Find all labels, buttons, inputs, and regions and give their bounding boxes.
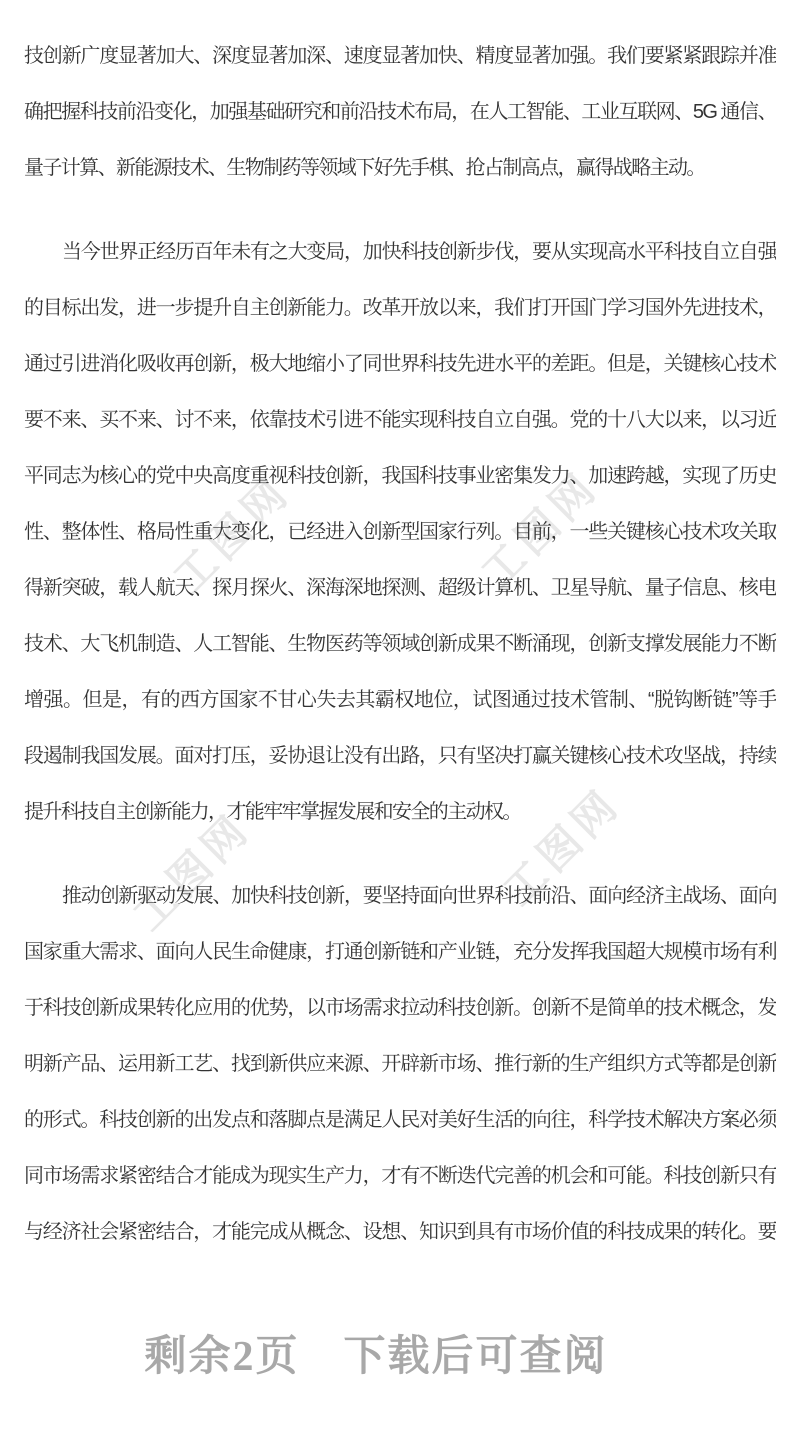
text-line: 要不来、买不来、讨不来，依靠技术引进不能实现科技自立自强。党的十八大以来，以习近 <box>24 409 776 431</box>
text-line: 技术、大飞机制造、人工智能、生物医药等领域创新成果不断涌现，创新支撑发展能力不断 <box>24 633 776 655</box>
text-line: 段遏制我国发展。面对打压，妥协退让没有出路，只有坚决打赢关键核心技术攻坚战，持续 <box>24 745 776 767</box>
text-line: 明新产品、运用新工艺、找到新供应来源、开辟新市场、推行新的生产组织方式等都是创新 <box>24 1053 776 1075</box>
text-line: 国家重大需求、面向人民生命健康，打通创新链和产业链，充分发挥我国超大规模市场有利 <box>24 941 776 963</box>
watermark-text: 工图网 <box>164 467 300 603</box>
watermark-text: 工图网 <box>472 462 608 598</box>
text-line: 技创新广度显著加大、深度显著加深、速度显著加快、精度显著加强。我们要紧紧跟踪并准 <box>24 45 776 67</box>
text-line: 提升科技自主创新能力，才能牢牢掌握发展和安全的主动权。 <box>24 801 521 823</box>
paragraph <box>24 224 776 840</box>
page-footer <box>0 1334 776 1380</box>
paragraph <box>24 28 776 196</box>
text-line: 于科技创新成果转化应用的优势，以市场需求拉动科技创新。创新不是简单的技术概念，发 <box>24 997 776 1019</box>
text-line: 平同志为核心的党中央高度重视科技创新，我国科技事业密集发力、加速跨越，实现了历史 <box>24 465 776 487</box>
text-line: 确把握科技前沿变化，加强基础研究和前沿技术布局，在人工智能、工业互联网、5G 通信、 <box>24 101 776 123</box>
download-hint-label: 下载后可查阅 <box>343 1334 608 1380</box>
text-line: 通过引进消化吸收再创新，极大地缩小了同世界科技先进水平的差距。但是，关键核心技术 <box>24 353 776 375</box>
text-line: 的目标出发，进一步提升自主创新能力。改革开放以来，我们打开国门学习国外先进技术， <box>24 297 776 319</box>
text-line: 量子计算、新能源技术、生物制药等领域下好先手棋、抢占制高点，赢得战略主动。 <box>24 157 705 179</box>
text-line: 增强。但是，有的西方国家不甘心失去其霸权地位，试图通过技术管制、“脱钩断链”等手 <box>24 689 776 711</box>
text-line: 得新突破，载人航天、探月探火、深海深地探测、超级计算机、卫星导航、量子信息、核电 <box>24 577 776 599</box>
text-line: 推动创新驱动发展、加快科技创新，要坚持面向世界科技前沿、面向经济主战场、面向 <box>62 885 776 907</box>
text-line: 的形式。科技创新的出发点和落脚点是满足人民对美好生活的向往，科学技术解决方案必须 <box>24 1109 776 1131</box>
paragraph <box>24 868 776 1260</box>
watermark-text: 工图网 <box>124 804 260 940</box>
remaining-pages-label: 剩余2页 <box>144 1334 300 1380</box>
watermark-text: 工图网 <box>494 779 630 915</box>
text-line: 性、整体性、格局性重大变化，已经进入创新型国家行列。目前，一些关键核心技术攻关取 <box>24 521 776 543</box>
text-line: 当今世界正经历百年未有之大变局，加快科技创新步伐，要从实现高水平科技自立自强 <box>62 241 776 263</box>
text-line: 同市场需求紧密结合才能成为现实生产力，才有不断迭代完善的机会和可能。科技创新只有 <box>24 1165 776 1187</box>
text-line: 与经济社会紧密结合，才能完成从概念、设想、知识到具有市场价值的科技成果的转化。要 <box>24 1221 776 1243</box>
